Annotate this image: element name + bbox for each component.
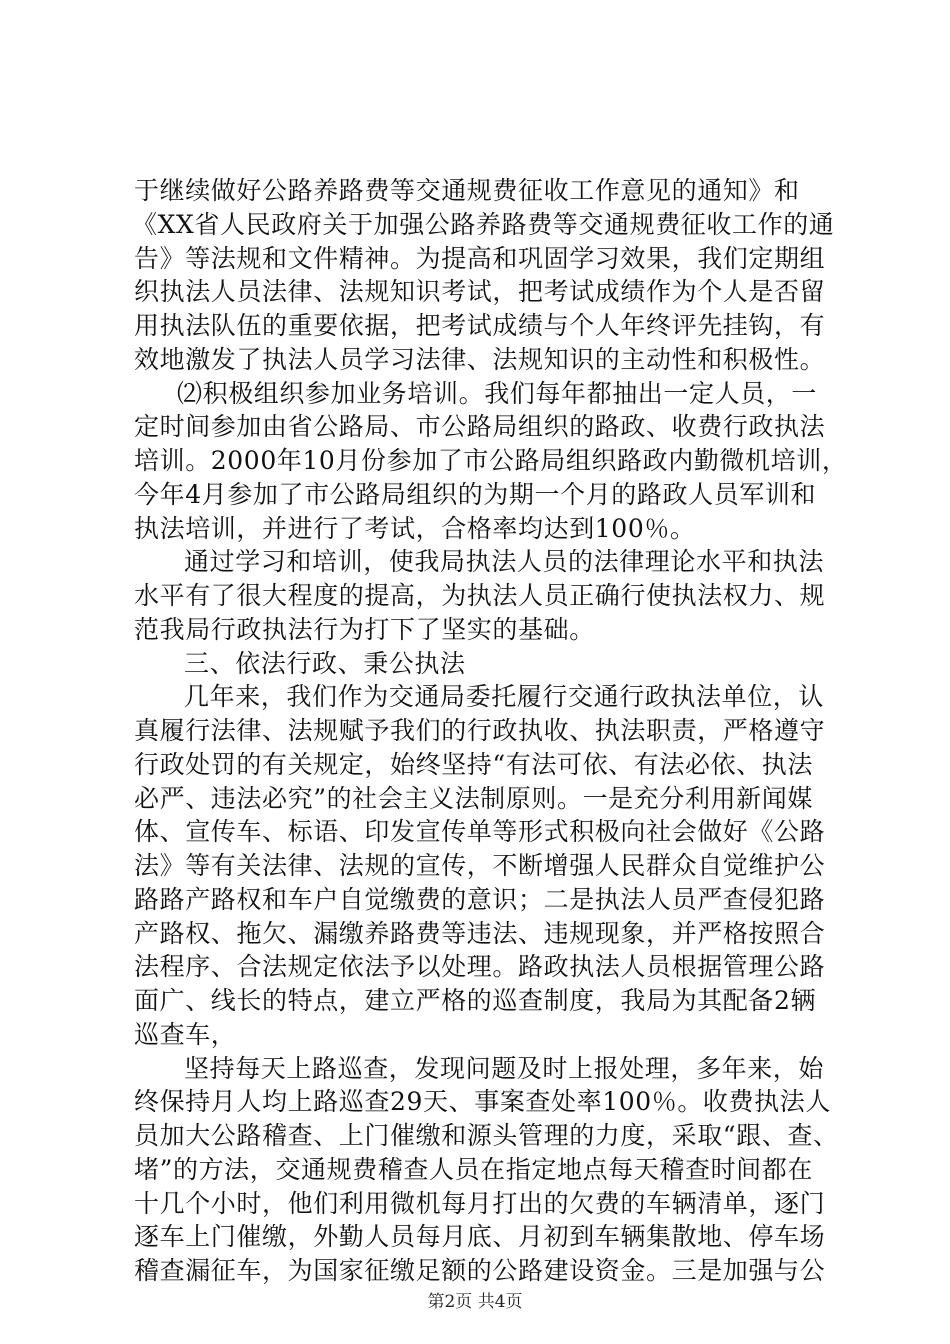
page-number-footer: 第2页 共4页 <box>427 1292 523 1312</box>
section-heading: 三、依法行政、秉公执法 <box>184 649 466 678</box>
text-line: 今年4月参加了市公路局组织的为期一个月的路政人员军训和 <box>134 480 817 509</box>
text-line: 终保持月人均上路巡查29天、事案查处率100％。收费执法人 <box>134 1087 831 1116</box>
text-line: 体、宣传车、标语、印发宣传单等形式积极向社会做好《公路 <box>134 817 826 846</box>
text-line: 范我局行政执法行为打下了坚实的基础。 <box>134 615 595 644</box>
text-line: 逐车上门催缴，外勤人员每月底、月初到车辆集散地、停车场 <box>134 1222 826 1251</box>
text-line: 巡查车， <box>134 1020 237 1049</box>
text-line: 员加大公路稽查、上门催缴和源头管理的力度，采取“跟、查、 <box>134 1121 839 1150</box>
text-line: 真履行法律、法规赋予我们的行政执收、执法职责，严格遵守 <box>134 716 826 745</box>
text-line: 法》等有关法律、法规的宣传，不断增强人民群众自觉维护公 <box>134 851 826 880</box>
text-line: 织执法人员法律、法规知识考试，把考试成绩作为个人是否留 <box>134 277 826 306</box>
text-line: 于继续做好公路养路费等交通规费征收工作意见的通知》和 <box>134 176 800 205</box>
text-line: 培训。2000年10月份参加了市公路局组织路政内勤微机培训， <box>134 446 848 475</box>
text-line: 执法培训，并进行了考试，合格率均达到100％。 <box>134 514 696 543</box>
text-line: 面广、线长的特点，建立严格的巡查制度，我局为其配备2辆 <box>134 986 817 1015</box>
text-line: 定时间参加由省公路局、市公路局组织的路政、收费行政执法 <box>134 412 826 441</box>
text-line: 通过学习和培训，使我局执法人员的法律理论水平和执法 <box>184 547 825 576</box>
text-line: 堵”的方法，交通规费稽查人员在指定地点每天稽查时间都在 <box>134 1155 813 1184</box>
text-line: 路路产路权和车户自觉缴费的意识；二是执法人员严查侵犯路 <box>134 885 826 914</box>
text-line: 十几个小时，他们利用微机每月打出的欠费的车辆清单，逐门 <box>134 1189 826 1218</box>
text-line: 告》等法规和文件精神。为提高和巩固学习效果，我们定期组 <box>134 244 826 273</box>
text-line: 《XX省人民政府关于加强公路养路费等交通规费征收工作的通 <box>132 210 835 239</box>
text-line: ⑵积极组织参加业务培训。我们每年都抽出一定人员，一 <box>177 379 818 408</box>
text-line: 用执法队伍的重要依据，把考试成绩与个人年终评先挂钩，有 <box>134 311 826 340</box>
text-line: 坚持每天上路巡查，发现问题及时上报处理，多年来，始 <box>184 1054 825 1083</box>
text-line: 稽查漏征车，为国家征缴足额的公路建设资金。三是加强与公 <box>134 1256 826 1285</box>
text-line: 必严、违法必究”的社会主义法制原则。一是充分利用新闻媒 <box>134 784 813 813</box>
text-line: 效地激发了执法人员学习法律、法规知识的主动性和积极性。 <box>134 345 826 374</box>
text-line: 水平有了很大程度的提高，为执法人员正确行使执法权力、规 <box>134 581 826 610</box>
text-line: 产路权、拖欠、漏缴养路费等违法、违规现象，并严格按照合 <box>134 919 826 948</box>
text-line: 法程序、合法规定依法予以处理。路政执法人员根据管理公路 <box>134 952 826 981</box>
text-line: 行政处罚的有关规定，始终坚持“有法可依、有法必依、执法 <box>134 750 813 779</box>
text-line: 几年来，我们作为交通局委托履行交通行政执法单位，认 <box>184 682 825 711</box>
